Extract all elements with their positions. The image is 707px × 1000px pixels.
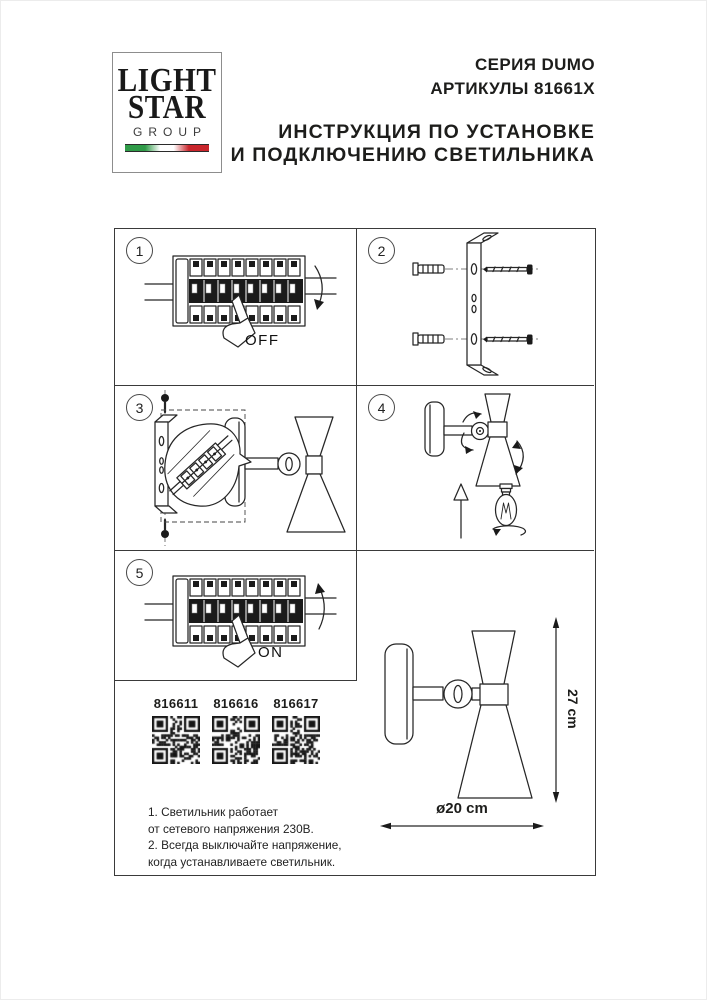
step-number-badge: 1 — [126, 237, 153, 264]
logo-word-star: STAR — [127, 89, 207, 126]
diameter-dimension-arrow — [380, 823, 544, 829]
step-3-cell — [115, 386, 357, 551]
screw-bulb-arrow — [493, 526, 525, 536]
header-series-block — [430, 53, 595, 101]
series-title: СЕРИЯ DUMO — [474, 55, 595, 74]
insert-bulb-arrow — [454, 484, 468, 538]
height-dimension-arrow — [553, 617, 559, 803]
articles-cell — [115, 681, 357, 874]
bulb-icon — [496, 484, 517, 526]
off-label: OFF — [245, 332, 280, 349]
instruction-title-line1: ИНСТРУКЦИЯ ПО УСТАНОВКЕ — [278, 121, 595, 143]
on-label: ON — [258, 644, 284, 661]
article-code: 816616 — [213, 696, 259, 711]
qr-code — [152, 716, 200, 764]
circuit-breaker-on-diagram — [115, 551, 357, 681]
step-1-cell — [115, 229, 357, 386]
height-dimension-label: 27 cm — [565, 689, 581, 729]
qr-code — [272, 716, 320, 764]
lightstar-logo — [112, 52, 222, 173]
logo-word-light: LIGHT — [117, 62, 217, 99]
step-number-badge: 3 — [126, 394, 153, 421]
dimension-diagram — [357, 551, 594, 874]
instruction-title-line2: И ПОДКЛЮЧЕНИЮ СВЕТИЛЬНИКА — [230, 143, 595, 166]
instruction-title — [231, 121, 595, 166]
step-number-badge: 2 — [368, 237, 395, 264]
note-line: 2. Всегда выключайте напряжение, — [148, 838, 342, 852]
step-5-cell — [115, 551, 357, 681]
article-code: 816611 — [153, 696, 199, 711]
diameter-dimension-label: ø20 cm — [436, 800, 488, 817]
mounting-bracket-diagram — [357, 229, 594, 386]
step-4-cell — [357, 386, 594, 551]
note-line: 1. Светильник работает — [148, 805, 279, 819]
step-2-cell — [357, 229, 594, 386]
article-816617 — [269, 696, 323, 769]
wiring-detail-diagram — [115, 386, 357, 551]
step-number-badge: 4 — [368, 394, 395, 421]
qr-code — [212, 716, 260, 764]
safety-notes — [148, 804, 353, 870]
articles-title: АРТИКУЛЫ 81661X — [430, 79, 595, 98]
logo-word-group: GROUP — [132, 125, 207, 139]
rotate-down-arrow-icon — [314, 266, 324, 310]
lamp-assembly-diagram — [357, 386, 594, 551]
note-line: когда устанавливаете светильник. — [148, 854, 336, 869]
article-code: 816617 — [273, 696, 319, 711]
note-line: от сетевого напряжения 230В. — [148, 821, 314, 836]
dimension-cell — [357, 551, 594, 874]
circuit-breaker-off-diagram — [115, 229, 357, 386]
article-816611 — [149, 696, 203, 769]
italian-flag-bar — [125, 144, 209, 152]
article-816616 — [209, 696, 263, 769]
step-number-badge: 5 — [126, 559, 153, 586]
instruction-table — [114, 228, 596, 876]
rotate-up-arrow-icon — [315, 583, 325, 629]
